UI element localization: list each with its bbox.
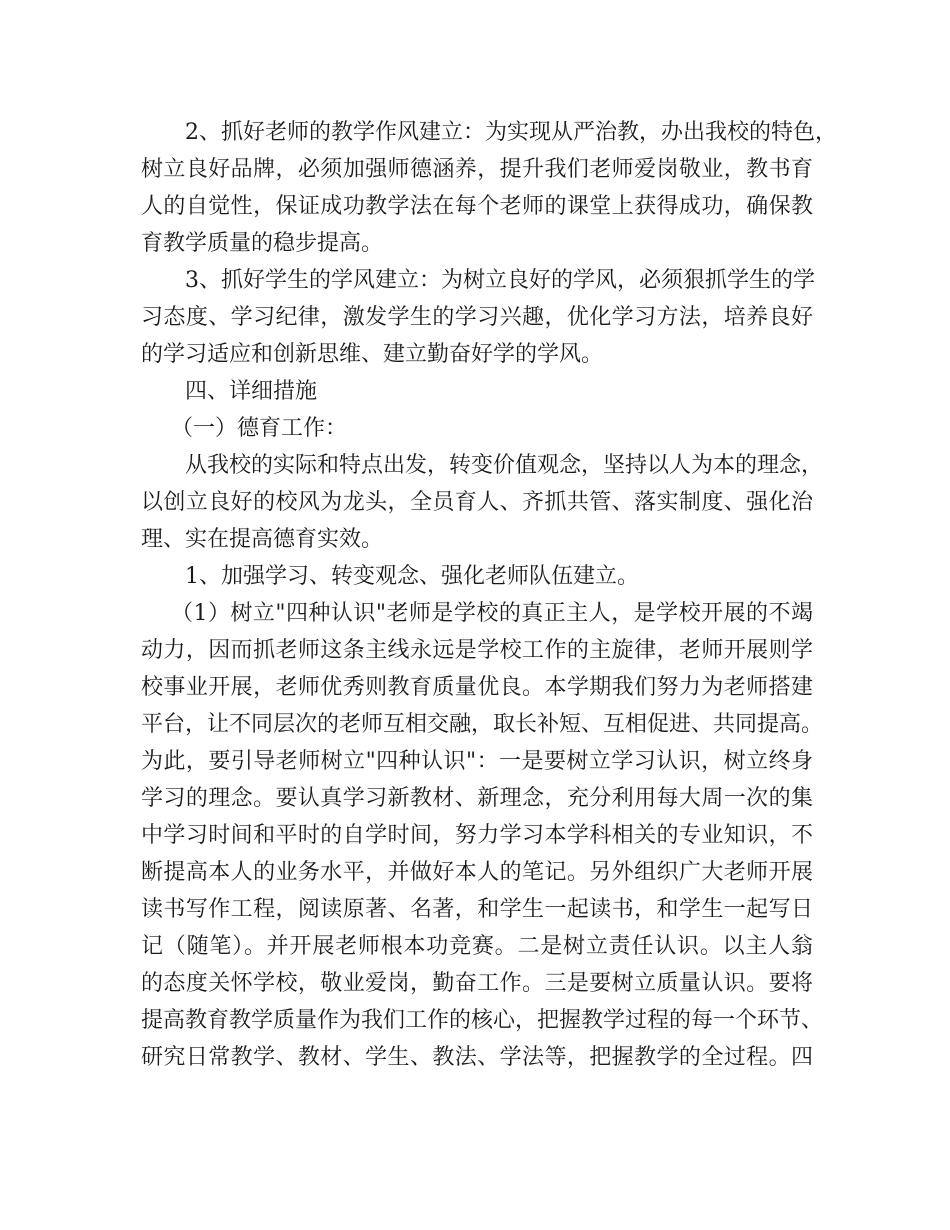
paragraph-line: 中学习时间和平时的自学时间，努力学习本学科相关的专业知识，不 xyxy=(141,823,813,848)
section-heading: 四、详细措施 xyxy=(185,379,318,404)
paragraph-line: 的态度关怀学校，敬业爱岗，勤奋工作。三是要树立质量认识。要将 xyxy=(141,971,813,996)
paragraph-line: 育教学质量的稳步提高。 xyxy=(141,231,384,256)
paragraph-line: 为此，要引导老师树立"四种认识"：一是要树立学习认识，树立终身 xyxy=(141,749,813,774)
paragraph-line: 记（随笔）。并开展老师根本功竞赛。二是树立责任认识。以主人翁 xyxy=(141,934,813,959)
paragraph-line: 从我校的实际和特点出发，转变价值观念，坚持以人为本的理念， xyxy=(185,453,824,478)
paragraph-line: 理、实在提高德育实效。 xyxy=(141,527,384,552)
paragraph-line: 习态度、学习纪律，激发学生的学习兴趣，优化学习方法，培养良好 xyxy=(141,305,813,330)
paragraph-line: 平台，让不同层次的老师互相交融，取长补短、互相促进、共同提高。 xyxy=(141,712,824,737)
paragraph-line: 以创立良好的校风为龙头，全员育人、齐抓共管、落实制度、强化治 xyxy=(141,490,813,515)
paragraph-line: 断提高本人的业务水平，并做好本人的笔记。另外组织广大老师开展 xyxy=(141,860,813,885)
paragraph-line: 校事业开展，老师优秀则教育质量优良。本学期我们努力为老师搭建 xyxy=(141,675,813,700)
paragraph-line: 3、抓好学生的学风建立：为树立良好的学风，必须狠抓学生的学 xyxy=(185,268,815,293)
paragraph-line: 读书写作工程，阅读原著、名著，和学生一起读书，和学生一起写日 xyxy=(141,897,813,922)
paragraph-line: 学习的理念。要认真学习新教材、新理念，充分利用每大周一次的集 xyxy=(141,786,813,811)
document-body xyxy=(141,114,837,1076)
subsection-heading: （一）德育工作： xyxy=(171,416,348,441)
paragraph-line: 2、抓好老师的教学作风建立：为实现从严治教，办出我校的特色， xyxy=(185,120,837,145)
paragraph-line: 研究日常教学、教材、学生、教法、学法等，把握教学的全过程。四 xyxy=(141,1045,813,1070)
item-heading: 1、加强学习、转变观念、强化老师队伍建立。 xyxy=(185,564,639,589)
paragraph-line: （1）树立"四种认识"老师是学校的真正主人，是学校开展的不竭 xyxy=(171,601,813,626)
paragraph-line: 树立良好品牌，必须加强师德涵养，提升我们老师爱岗敬业，教书育 xyxy=(141,157,813,182)
paragraph-line: 提高教育教学质量作为我们工作的核心，把握教学过程的每一个环节、 xyxy=(141,1008,824,1033)
paragraph-line: 动力，因而抓老师这条主线永远是学校工作的主旋律，老师开展则学 xyxy=(141,638,813,663)
paragraph-line: 人的自觉性，保证成功教学法在每个老师的课堂上获得成功，确保教 xyxy=(141,194,813,219)
paragraph-line: 的学习适应和创新思维、建立勤奋好学的学风。 xyxy=(141,342,604,367)
